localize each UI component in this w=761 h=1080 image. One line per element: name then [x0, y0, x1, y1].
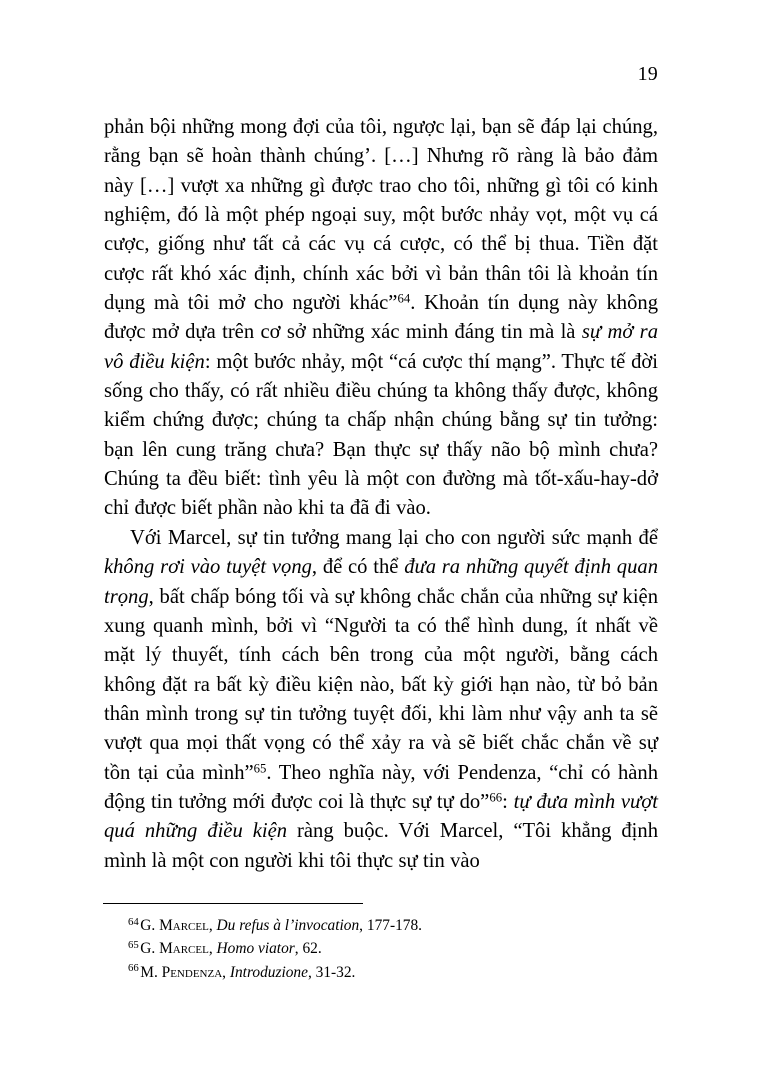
footnote-66	[104, 961, 658, 984]
page-number: 19	[637, 63, 658, 85]
text-run: ,	[208, 917, 217, 934]
footnote-separator-rule	[103, 903, 363, 904]
small-caps-run: Pendenza	[161, 963, 223, 981]
text-run: Với Marcel, sự tin tưởng mang lại cho con người sức mạnh để	[130, 526, 658, 549]
para-voi-marcel	[104, 524, 658, 876]
text-run: . Theo nghĩa này, với Pendenza, “chỉ có hành động tin tưởng mới được coi là thực sự tự do”	[104, 761, 659, 813]
italic-run: sự mở ra vô điều kiện	[104, 321, 658, 373]
body-text-block	[104, 113, 658, 876]
text-run: ,	[222, 963, 230, 981]
text-run: :	[502, 790, 514, 813]
text-run: G.	[140, 940, 160, 958]
footnote-number: 65	[128, 939, 139, 952]
text-run: ,	[208, 940, 217, 958]
text-run: M.	[140, 963, 162, 981]
small-caps-run: Marcel	[159, 917, 209, 934]
italic-run: không rơi vào tuyệt vọng	[104, 556, 312, 579]
italic-run: Du refus à l’invocation	[216, 917, 360, 934]
small-caps-run: Marcel	[159, 940, 209, 958]
italic-run: Homo viator	[216, 940, 295, 958]
footnote-reference: 66	[489, 790, 503, 805]
text-run: ràng buộc. Với Marcel, “Tôi khẳng định mình là một con người khi tôi thực sự tin vào	[104, 820, 658, 872]
text-run: , 177-178.	[359, 917, 423, 934]
text-run: , 31-32.	[307, 963, 356, 981]
footnote-number: 66	[128, 962, 139, 975]
italic-run: tự đưa mình vượt quá những điều kiện	[104, 790, 658, 843]
text-run: . Khoản tín dụng này không được mở dựa trên cơ sở những xác minh đáng tin mà là	[104, 292, 658, 344]
italic-run: Introduzione	[229, 963, 308, 981]
text-run: , để có thể	[311, 556, 405, 579]
footnote-65	[104, 937, 658, 960]
text-run: G.	[140, 917, 160, 934]
text-run: , bất chấp bóng tối và sự không chắc chắn của những sự kiện xung quanh mình, bởi vì “Người ta có thể hình dung, ít nhất về mặt lý thuyết, tính cách bên trong của một người, bằng cách không đặt ra bất kỳ điều kiện nào, bất kỳ giới hạn nào, từ bỏ bản thân mình trong sự tin tưởng tuyệt đối, khi làm như vậy anh ta sẽ vượt qua mọi thất vọng có thể xảy ra và sẽ biết chắc chắn về sự tồn tại của mình”	[104, 585, 658, 784]
text-run: phản bội những mong đợi của tôi, ngược lại, bạn sẽ đáp lại chúng, rằng bạn sẽ hoàn thành chúng’. […] Nhưng rõ ràng là bảo đảm này […] vượt xa những gì được trao cho tôi, những gì tôi có kinh nghiệm, đó là một phép ngoại suy, một bước nhảy vọt, một vụ cá cược, giống như tất cả các vụ cá cược, có thể bị thua. Tiền đặt cược rất khó xác định, chính xác bởi vì bản thân tôi là khoản tín dụng mà tôi mở cho người khác”	[104, 116, 658, 315]
footnote-reference: 64	[397, 291, 411, 306]
text-run: , 62.	[294, 940, 322, 958]
italic-run: đưa ra những quyết định quan trọng	[104, 556, 658, 608]
footnote-reference: 65	[253, 760, 267, 775]
footnote-64	[104, 914, 658, 937]
text-run: : một bước nhảy, một “cá cược thí mạng”. Thực tế đời sống cho thấy, có rất nhiều điều chúng ta không thấy được, không kiểm chứng được; chúng ta chấp nhận chúng bằng sự tin tưởng: bạn lên cung trăng chưa? Bạn thực sự thấy não bộ mình chưa? Chúng ta đều biết: tình yêu là một con đường mà tốt-xấu-hay-dở chỉ được biết phần nào khi ta đã đi vào.	[104, 350, 659, 520]
para-continuation	[104, 113, 658, 524]
footnote-block	[104, 914, 658, 984]
footnote-number: 64	[128, 915, 139, 928]
